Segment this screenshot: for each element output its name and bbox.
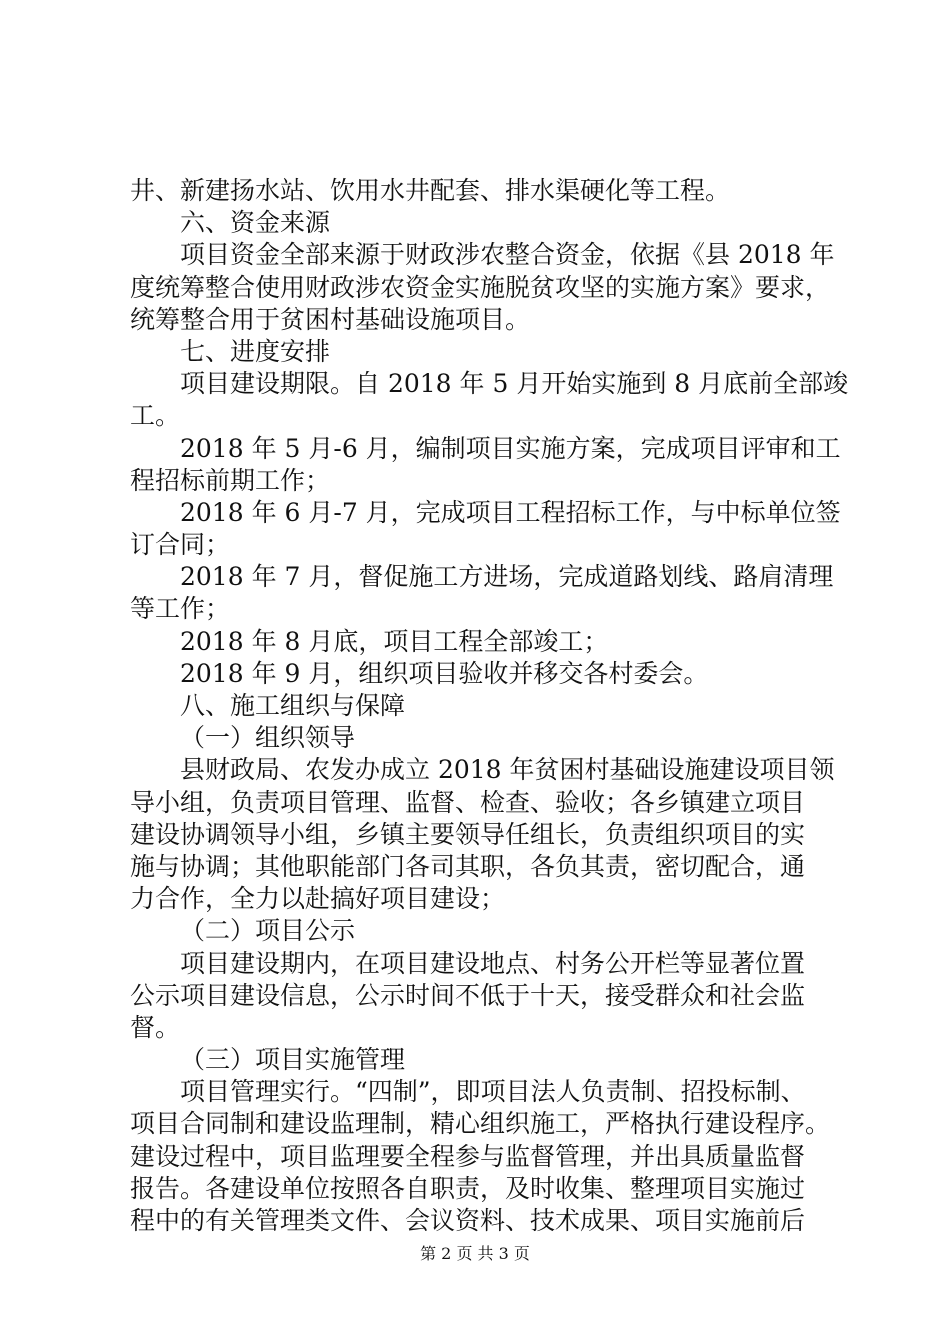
text-line: 项目建设期限。自 2018 年 5 月开始实施到 8 月底前全部竣 (180, 369, 849, 399)
text-line: 2018 年 8 月底，项目工程全部竣工； (180, 626, 609, 656)
text-line: 建设过程中，项目监理要全程参与监督管理，并出具质量监督 (130, 1141, 806, 1171)
text-line: 度统筹整合使用财政涉农资金实施脱贫攻坚的实施方案》要求， (130, 272, 831, 302)
text-line: 七、进度安排 (180, 336, 331, 366)
text-line: （二）项目公示 (180, 916, 356, 946)
text-line: 力合作，全力以赴搞好项目建设； (130, 884, 506, 914)
text-line: 等工作； (130, 594, 231, 624)
text-line: 项目合同制和建设监理制，精心组织施工，严格执行建设程序。 (130, 1109, 831, 1139)
text-line: 项目管理实行。“四制”，即项目法人负责制、招投标制、 (180, 1077, 806, 1107)
text-line: 督。 (130, 1012, 181, 1042)
document-body (130, 175, 849, 1237)
text-line: 施与协调；其他职能部门各司其职，各负其责，密切配合，通 (130, 851, 806, 881)
text-line: 井、新建扬水站、饮用水井配套、排水渠硬化等工程。 (130, 176, 731, 205)
text-line: 建设协调领导小组，乡镇主要领导任组长，负责组织项目的实 (130, 819, 806, 849)
text-line: 程招标前期工作； (130, 465, 331, 495)
text-line: 公示项目建设信息，公示时间不低于十天，接受群众和社会监 (130, 980, 806, 1010)
text-line: 项目资金全部来源于财政涉农整合资金，依据《县 2018 年 (180, 240, 835, 270)
text-line: 统筹整合用于贫困村基础设施项目。 (130, 304, 531, 334)
text-line: 2018 年 9 月，组织项目验收并移交各村委会。 (180, 658, 709, 688)
text-line: 2018 年 6 月-7 月，完成项目工程招标工作，与中标单位签 (180, 497, 841, 527)
page-footer: 第 2 页 共 3 页 (420, 1244, 530, 1263)
text-line: 报告。各建设单位按照各自职责，及时收集、整理项目实施过 (130, 1173, 806, 1203)
text-line: 导小组，负责项目管理、监督、检查、验收；各乡镇建立项目 (130, 787, 806, 817)
text-line: 项目建设期内，在项目建设地点、村务公开栏等显著位置 (180, 948, 806, 978)
text-line: 县财政局、农发办成立 2018 年贫困村基础设施建设项目领 (180, 755, 835, 785)
text-line: （一）组织领导 (180, 723, 356, 753)
text-line: 八、施工组织与保障 (180, 691, 406, 720)
text-line: 六、资金来源 (180, 208, 331, 238)
text-line: 工。 (130, 401, 181, 431)
text-line: 订合同； (130, 530, 231, 560)
text-line: （三）项目实施管理 (180, 1045, 406, 1075)
text-line: 程中的有关管理类文件、会议资料、技术成果、项目实施前后 (130, 1206, 806, 1235)
text-line: 2018 年 7 月，督促施工方进场，完成道路划线、路肩清理 (180, 562, 834, 592)
text-line: 2018 年 5 月-6 月，编制项目实施方案，完成项目评审和工 (180, 433, 841, 463)
